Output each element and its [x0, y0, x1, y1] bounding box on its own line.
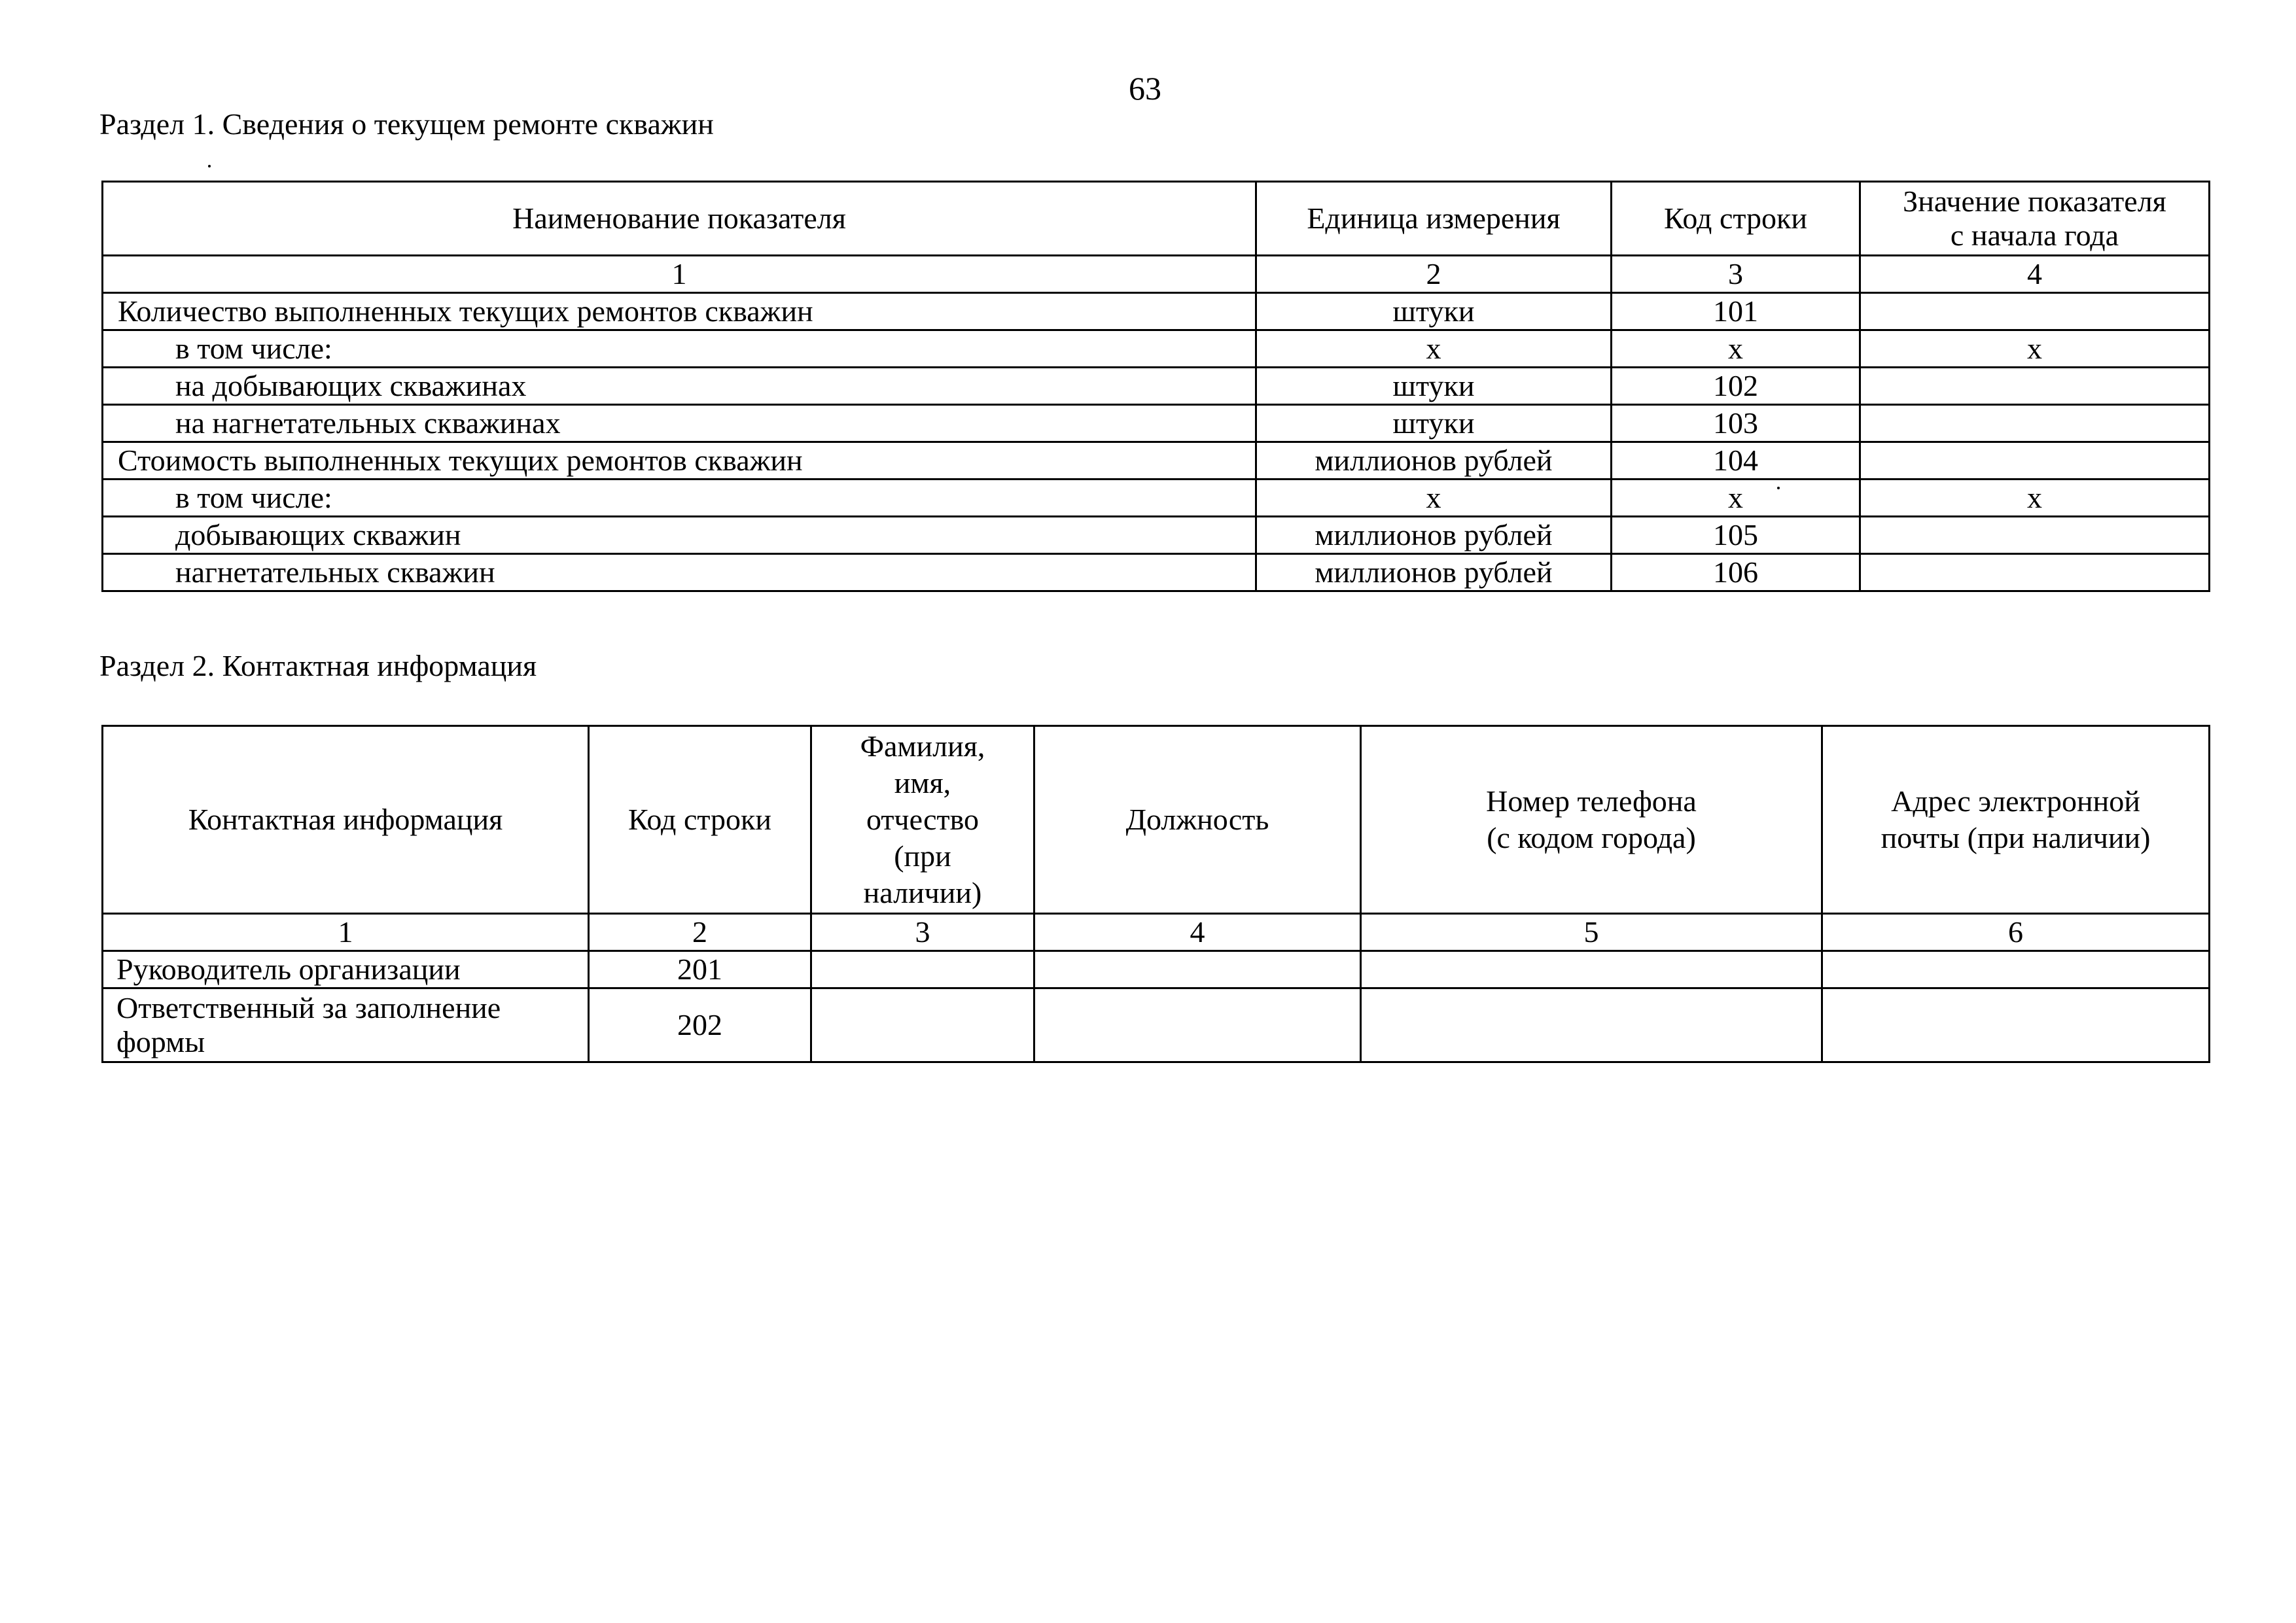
table-row: [103, 554, 2210, 591]
header-full-name: [811, 726, 1034, 914]
column-number: 4: [1860, 256, 2210, 293]
indicator-name: в том числе:: [103, 330, 1256, 368]
header-full-name-line-5: наличии): [863, 876, 982, 909]
header-phone: [1361, 726, 1822, 914]
value-cell: х: [1860, 480, 2210, 517]
header-full-name-line-1: Фамилия,: [860, 729, 985, 763]
indicator-name: добывающих скважин: [103, 517, 1256, 554]
column-number: 3: [1612, 256, 1860, 293]
row-code-cell: 101: [1612, 293, 1860, 330]
column-number: 5: [1361, 914, 1822, 951]
column-number: 2: [1256, 256, 1612, 293]
header-value-line-1: Значение показателя: [1903, 184, 2166, 218]
column-number-row: [103, 914, 2210, 951]
position-cell[interactable]: [1034, 951, 1361, 988]
section-1-title: Раздел 1. Сведения о текущем ремонте скважин: [99, 107, 714, 141]
column-number: 6: [1822, 914, 2210, 951]
indicator-name: Количество выполненных текущих ремонтов скважин: [103, 293, 1256, 330]
header-value-line-2: с начала года: [1950, 218, 2119, 252]
header-email-line-1: Адрес электронной: [1891, 784, 2140, 818]
table-row: [103, 517, 2210, 554]
email-cell[interactable]: [1822, 988, 2210, 1062]
table-row: [103, 988, 2210, 1062]
full-name-cell[interactable]: [811, 951, 1034, 988]
row-code-cell: 102: [1612, 368, 1860, 405]
scan-speck: [208, 165, 211, 167]
column-number: 1: [103, 256, 1256, 293]
contact-role-line-1: Ответственный за заполнение: [116, 991, 501, 1024]
indicator-name: на добывающих скважинах: [103, 368, 1256, 405]
scan-speck: [1777, 487, 1780, 489]
header-full-name-line-3: отчество: [866, 803, 980, 836]
column-number: 4: [1034, 914, 1361, 951]
table-row: [103, 405, 2210, 442]
value-cell[interactable]: [1860, 405, 2210, 442]
section-2-title: Раздел 2. Контактная информация: [99, 649, 537, 682]
header-email-line-2: почты (при наличии): [1881, 821, 2151, 854]
page-number: 63: [1129, 70, 1161, 107]
unit-cell: миллионов рублей: [1256, 442, 1612, 480]
unit-cell: х: [1256, 330, 1612, 368]
contact-info-table: [101, 725, 2210, 1063]
column-number: 2: [589, 914, 811, 951]
row-code-cell: 105: [1612, 517, 1860, 554]
header-row-code: Код строки: [589, 726, 811, 914]
indicator-name: Стоимость выполненных текущих ремонтов скважин: [103, 442, 1256, 480]
unit-cell: х: [1256, 480, 1612, 517]
row-code-cell: 104: [1612, 442, 1860, 480]
table-row: [103, 442, 2210, 480]
column-number: 1: [103, 914, 589, 951]
header-position: Должность: [1034, 726, 1361, 914]
row-code-cell: 201: [589, 951, 811, 988]
value-cell[interactable]: [1860, 554, 2210, 591]
table-header-row: [103, 182, 2210, 256]
indicator-name: нагнетательных скважин: [103, 554, 1256, 591]
header-unit: Единица измерения: [1256, 182, 1612, 256]
row-code-cell: 103: [1612, 405, 1860, 442]
table-row: [103, 368, 2210, 405]
indicator-name: на нагнетательных скважинах: [103, 405, 1256, 442]
value-cell[interactable]: [1860, 517, 2210, 554]
header-email: [1822, 726, 2210, 914]
unit-cell: штуки: [1256, 368, 1612, 405]
header-full-name-line-4: (при: [894, 839, 951, 873]
value-cell[interactable]: [1860, 368, 2210, 405]
header-phone-line-2: (с кодом города): [1487, 821, 1696, 854]
header-indicator-name: Наименование показателя: [103, 182, 1256, 256]
email-cell[interactable]: [1822, 951, 2210, 988]
contact-role: Руководитель организации: [103, 951, 589, 988]
header-full-name-line-2: имя,: [894, 766, 951, 799]
unit-cell: штуки: [1256, 405, 1612, 442]
row-code-cell: х: [1612, 480, 1860, 517]
table-row: [103, 480, 2210, 517]
indicator-name: в том числе:: [103, 480, 1256, 517]
phone-cell[interactable]: [1361, 988, 1822, 1062]
header-phone-line-1: Номер телефона: [1486, 784, 1697, 818]
value-cell: х: [1860, 330, 2210, 368]
row-code-cell: 106: [1612, 554, 1860, 591]
table-row: [103, 330, 2210, 368]
unit-cell: миллионов рублей: [1256, 517, 1612, 554]
full-name-cell[interactable]: [811, 988, 1034, 1062]
header-value: [1860, 182, 2210, 256]
position-cell[interactable]: [1034, 988, 1361, 1062]
unit-cell: штуки: [1256, 293, 1612, 330]
unit-cell: миллионов рублей: [1256, 554, 1612, 591]
table-row: [103, 293, 2210, 330]
row-code-cell: 202: [589, 988, 811, 1062]
table-header-row: [103, 726, 2210, 914]
table-row: [103, 951, 2210, 988]
column-number-row: [103, 256, 2210, 293]
contact-role-line-2: формы: [116, 1025, 205, 1058]
value-cell[interactable]: [1860, 293, 2210, 330]
value-cell[interactable]: [1860, 442, 2210, 480]
header-contact-info: Контактная информация: [103, 726, 589, 914]
well-repair-table: [101, 181, 2210, 592]
row-code-cell: х: [1612, 330, 1860, 368]
header-row-code: Код строки: [1612, 182, 1860, 256]
phone-cell[interactable]: [1361, 951, 1822, 988]
contact-role: [103, 988, 589, 1062]
column-number: 3: [811, 914, 1034, 951]
